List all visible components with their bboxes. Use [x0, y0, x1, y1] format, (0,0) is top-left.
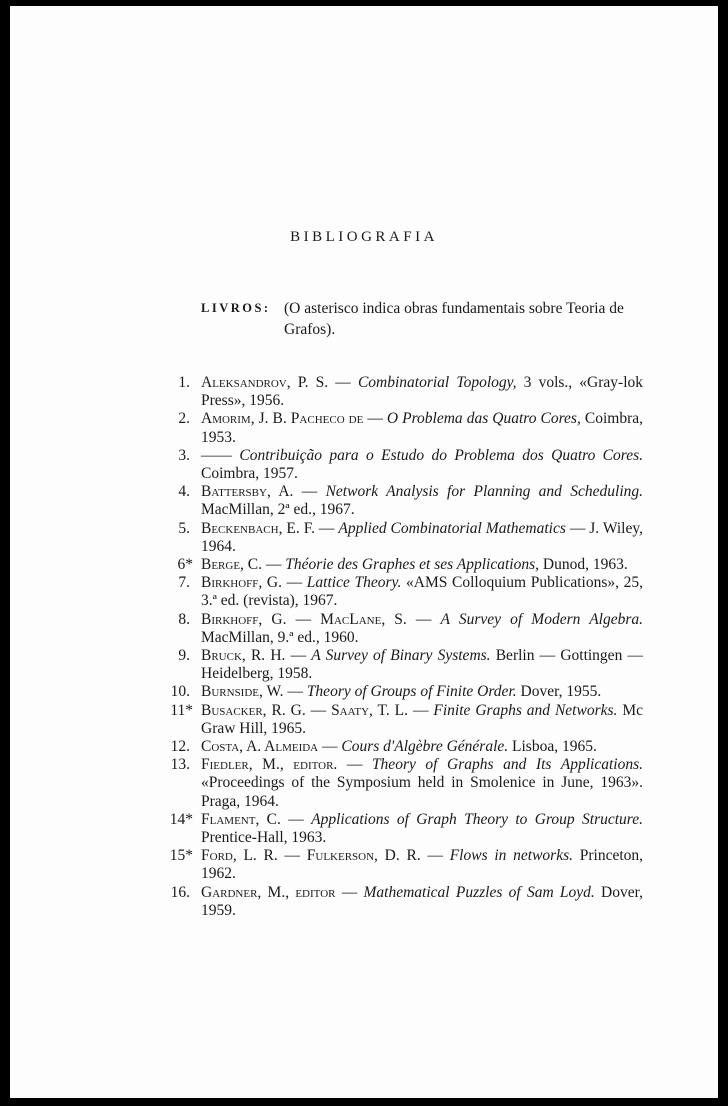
reference-entry — [160, 447, 643, 483]
reference-author: Birkhoff, G. — MacLane, S. — [201, 610, 407, 628]
reference-author: Gardner, M., editor — [201, 883, 336, 901]
reference-entry — [160, 847, 643, 883]
reference-details: Coimbra, 1957. — [201, 465, 298, 483]
reference-separator: — — [335, 883, 364, 901]
reference-number: 16. — [170, 883, 190, 901]
reference-title: A Survey of Modern Algebra. — [440, 610, 644, 628]
reference-entry — [160, 374, 643, 410]
reference-title: Théorie des Graphes et ses Applications, — [285, 556, 540, 574]
reference-number: 1. — [178, 374, 190, 391]
reference-separator: — — [328, 374, 358, 391]
reference-title: Flows in networks. — [449, 847, 573, 865]
section-label: LIVROS: — [201, 301, 271, 315]
reference-details: Dunod, 1963. — [539, 556, 628, 574]
reference-author: Flament, C. — [201, 810, 281, 828]
reference-separator: — — [363, 410, 387, 428]
reference-title: Finite Graphs and Networks. — [433, 701, 618, 719]
reference-title: O Problema das Quatro Cores, — [386, 410, 581, 428]
reference-number: 10. — [170, 683, 190, 701]
reference-details: Prentice-Hall, 1963. — [201, 829, 327, 847]
reference-title: Theory of Graphs and Its Applications. — [371, 756, 643, 774]
page-heading: BIBLIOGRAFIA — [290, 229, 438, 245]
reference-number: 3. — [178, 446, 190, 464]
reference-title: Network Analysis for Planning and Scheduling. — [325, 483, 644, 501]
reference-entry — [160, 683, 643, 701]
reference-author: Costa, A. Almeida — [201, 738, 319, 756]
reference-number: 11* — [170, 701, 193, 719]
reference-entry — [160, 738, 643, 756]
reference-separator: — — [314, 519, 339, 537]
reference-details: — J. Wiley, 1964. — [201, 519, 643, 555]
reference-number: 2. — [178, 410, 190, 428]
reference-entry — [160, 611, 643, 647]
reference-title: Lattice Theory. — [306, 574, 402, 592]
reference-separator: — — [406, 610, 441, 628]
reference-author: Amorim, J. B. Pacheco de — [201, 410, 364, 428]
reference-details: 3 vols., «Gray-lok Press», 1956. — [201, 374, 643, 410]
reference-details: Lisboa, 1965. — [508, 738, 597, 756]
books-intro — [201, 298, 651, 340]
reference-details: Dover, 1955. — [516, 683, 602, 701]
reference-entry — [160, 811, 643, 847]
section-note: (O asterisco indica obras fundamentais sobre Teoria de Grafos). — [284, 300, 624, 338]
reference-details: Berlin — Gottingen — Heidelberg, 1958. — [201, 647, 643, 683]
reference-entry — [160, 410, 643, 446]
reference-number: 5. — [178, 519, 190, 537]
reference-title: Applications of Graph Theory to Group Structure. — [311, 810, 644, 828]
reference-list — [160, 374, 643, 920]
reference-title: Applied Combinatorial Mathematics — [338, 519, 566, 537]
reference-entry — [160, 556, 643, 574]
reference-title: Theory of Groups of Finite Order. — [306, 683, 517, 701]
reference-author: Battersby, A. — [201, 483, 294, 501]
reference-details: «Proceedings of the Symposium held in Smolenice in June, 1963». Praga, 1964. — [201, 774, 643, 810]
reference-separator: — — [283, 683, 307, 701]
reference-author: Busacker, R. G. — Saaty, T. L. — [201, 701, 409, 719]
reference-separator: — — [293, 483, 326, 501]
reference-details: Princeton, 1962. — [201, 847, 644, 883]
reference-title: Contribuição para o Estudo do Problema dos Quatro Cores. — [239, 446, 644, 464]
reference-details: Dover, 1959. — [201, 883, 644, 919]
reference-title: Combinatorial Topology, — [357, 374, 517, 391]
reference-author: Aleksandrov, P. S. — [201, 374, 329, 391]
reference-author: Ford, L. R. — Fulkerson, D. R. — [201, 847, 421, 865]
reference-entry — [160, 756, 643, 811]
reference-number: 13. — [170, 756, 190, 774]
reference-number: 15* — [169, 847, 193, 865]
reference-author: Berge, C. — [201, 556, 263, 574]
reference-author: Fiedler, M., editor. — [201, 756, 338, 774]
reference-entry — [160, 647, 643, 683]
reference-separator: — — [337, 756, 372, 774]
reference-details: MacMillan, 2ª ed., 1967. — [201, 501, 355, 519]
reference-entry — [160, 520, 643, 556]
reference-title: A Survey of Binary Systems. — [311, 647, 491, 665]
reference-author: Burnside, W. — [201, 683, 284, 701]
reference-number: 4. — [178, 483, 190, 501]
reference-number: 8. — [178, 610, 190, 628]
reference-details: «AMS Colloquium Publications», 25, 3.ª ed. (revista), 1967. — [201, 574, 644, 610]
reference-author: Bruck, R. H. — [201, 647, 286, 665]
reference-separator: — — [408, 701, 434, 719]
reference-separator: — — [262, 556, 286, 574]
reference-details: Coimbra, 1953. — [201, 410, 643, 446]
reference-number: 9. — [178, 647, 190, 665]
reference-author: —— — [201, 446, 232, 464]
reference-entry — [160, 884, 643, 920]
reference-author: Birkhoff, G. — [201, 574, 282, 592]
reference-title: Cours d'Algèbre Générale. — [341, 738, 509, 756]
reference-separator: — — [280, 810, 312, 828]
reference-number: 14* — [169, 810, 193, 828]
reference-separator: — — [420, 847, 450, 865]
book-page — [10, 6, 718, 1098]
reference-details: MacMillan, 9.ª ed., 1960. — [201, 628, 359, 646]
reference-entry — [160, 483, 643, 519]
reference-number: 6* — [177, 556, 193, 574]
reference-entry — [160, 574, 643, 610]
reference-details: Mc Graw Hill, 1965. — [201, 701, 644, 737]
reference-title: Mathematical Puzzles of Sam Loyd. — [363, 883, 595, 901]
reference-author: Beckenbach, E. F. — [201, 519, 315, 537]
reference-separator: — — [285, 647, 312, 665]
reference-number: 12. — [170, 738, 190, 756]
reference-entry — [160, 702, 643, 738]
reference-number: 7. — [178, 574, 190, 592]
reference-separator: — — [318, 738, 342, 756]
reference-separator: — — [282, 574, 307, 592]
